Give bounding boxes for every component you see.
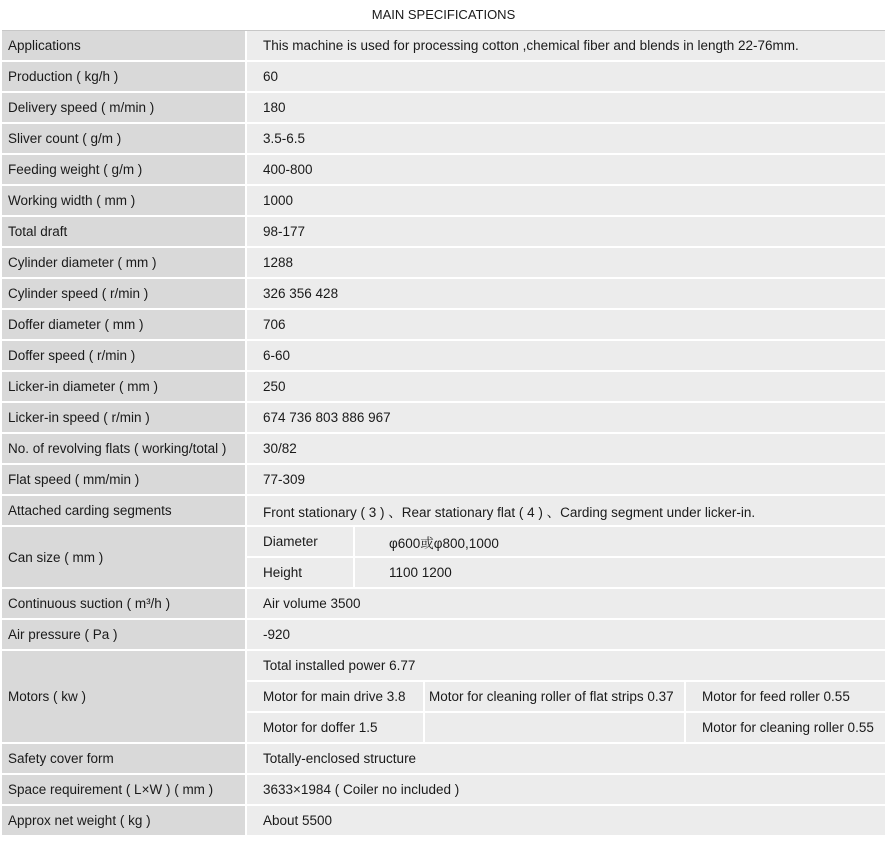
spec-label: Continuous suction ( m³/h ): [2, 588, 246, 619]
spec-label: Attached carding segments: [2, 495, 246, 526]
spec-label: Flat speed ( mm/min ): [2, 464, 246, 495]
spec-label: Licker-in speed ( r/min ): [2, 402, 246, 433]
spec-label: Can size ( mm ): [2, 526, 246, 588]
table-row: [2, 464, 885, 495]
table-row: [2, 247, 885, 278]
spec-value: 30/82: [246, 433, 885, 464]
can-size-diameter-label: Diameter: [246, 526, 354, 557]
table-row: [2, 340, 885, 371]
can-size-height-label: Height: [246, 557, 354, 588]
spec-value: 60: [246, 61, 885, 92]
spec-label: Production ( kg/h ): [2, 61, 246, 92]
spec-value: Front stationary ( 3 ) 、Rear stationary flat ( 4 ) 、Carding segment under licker-in.: [246, 495, 885, 526]
table-row: [2, 619, 885, 650]
table-row: [2, 495, 885, 526]
motors-total-power: Total installed power 6.77: [246, 650, 885, 681]
spec-label: Motors ( kw ): [2, 650, 246, 743]
table-row: [2, 61, 885, 92]
table-row: [2, 309, 885, 340]
table-row: [2, 805, 885, 836]
spec-value: About 5500: [246, 805, 885, 836]
spec-value: 400-800: [246, 154, 885, 185]
table-row: [2, 588, 885, 619]
spec-label: Feeding weight ( g/m ): [2, 154, 246, 185]
spec-value: Totally-enclosed structure: [246, 743, 885, 774]
spec-label: Sliver count ( g/m ): [2, 123, 246, 154]
spec-label: Air pressure ( Pa ): [2, 619, 246, 650]
table-row: [2, 774, 885, 805]
spec-value: 674 736 803 886 967: [246, 402, 885, 433]
empty-cell: [424, 712, 685, 743]
table-row: [2, 185, 885, 216]
spec-value: 6-60: [246, 340, 885, 371]
spec-label: Applications: [2, 31, 246, 61]
table-row: [2, 650, 885, 681]
spec-label: Delivery speed ( m/min ): [2, 92, 246, 123]
spec-label: Cylinder speed ( r/min ): [2, 278, 246, 309]
spec-value: This machine is used for processing cotton ,chemical fiber and blends in length 22-76mm.: [246, 31, 885, 61]
table-row: [2, 278, 885, 309]
table-row: [2, 92, 885, 123]
specifications-table: [2, 31, 885, 837]
motor-cleaning-roller: Motor for cleaning roller 0.55: [685, 712, 885, 743]
motor-feed-roller: Motor for feed roller 0.55: [685, 681, 885, 712]
table-row: [2, 31, 885, 61]
table-row: [2, 216, 885, 247]
table-row: [2, 123, 885, 154]
spec-label: Doffer speed ( r/min ): [2, 340, 246, 371]
spec-value: -920: [246, 619, 885, 650]
can-size-height-value: 1100 1200: [354, 557, 885, 588]
spec-label: Space requirement ( L×W ) ( mm ): [2, 774, 246, 805]
table-title: MAIN SPECIFICATIONS: [2, 0, 885, 31]
spec-label: Working width ( mm ): [2, 185, 246, 216]
specifications-sheet: [2, 0, 885, 837]
spec-label: Total draft: [2, 216, 246, 247]
table-row: [2, 371, 885, 402]
spec-value: 326 356 428: [246, 278, 885, 309]
spec-value: 77-309: [246, 464, 885, 495]
spec-value: 3.5-6.5: [246, 123, 885, 154]
table-row: [2, 154, 885, 185]
motor-cleaning-flat: Motor for cleaning roller of flat strips 0.37: [424, 681, 685, 712]
spec-label: No. of revolving flats ( working/total ): [2, 433, 246, 464]
spec-label: Safety cover form: [2, 743, 246, 774]
spec-value: Air volume 3500: [246, 588, 885, 619]
spec-value: 706: [246, 309, 885, 340]
table-row: [2, 402, 885, 433]
spec-value: 1000: [246, 185, 885, 216]
table-row: [2, 526, 885, 557]
motor-main-drive: Motor for main drive 3.8: [246, 681, 424, 712]
spec-value: 180: [246, 92, 885, 123]
table-row: [2, 743, 885, 774]
spec-label: Doffer diameter ( mm ): [2, 309, 246, 340]
spec-value: 3633×1984 ( Coiler no included ): [246, 774, 885, 805]
spec-label: Cylinder diameter ( mm ): [2, 247, 246, 278]
spec-value: 1288: [246, 247, 885, 278]
spec-label: Approx net weight ( kg ): [2, 805, 246, 836]
table-row: [2, 433, 885, 464]
can-size-diameter-value: φ600或φ800,1000: [354, 526, 885, 557]
motor-doffer: Motor for doffer 1.5: [246, 712, 424, 743]
spec-value: 98-177: [246, 216, 885, 247]
spec-value: 250: [246, 371, 885, 402]
spec-label: Licker-in diameter ( mm ): [2, 371, 246, 402]
